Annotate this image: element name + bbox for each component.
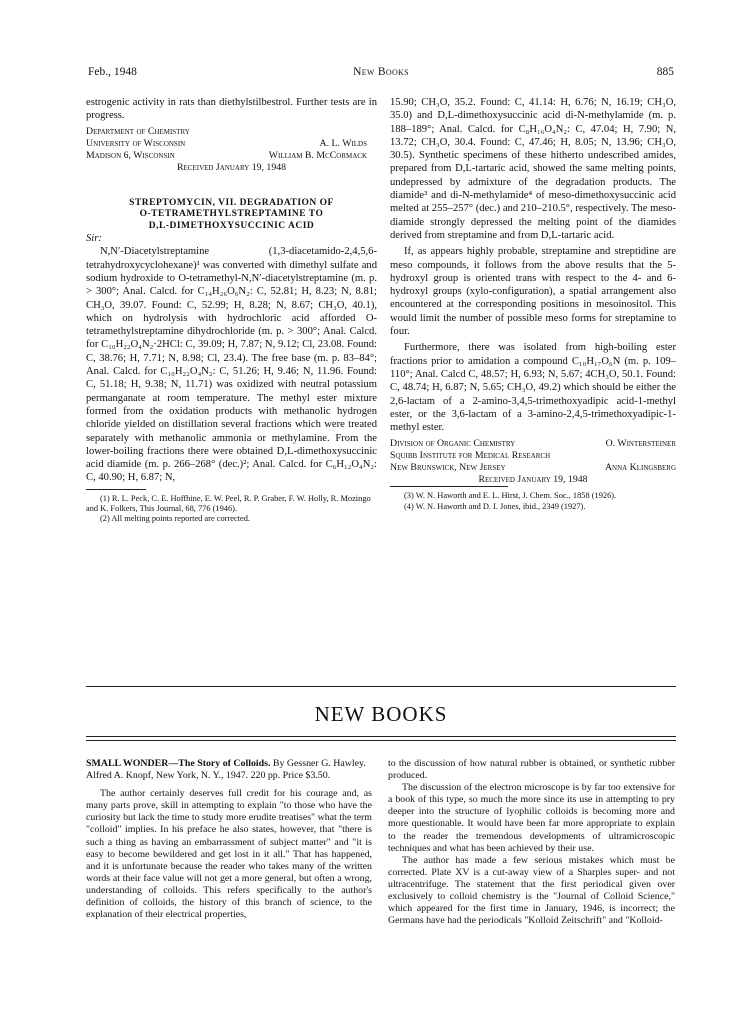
review-paragraph-4: The author has made a few serious mistakes which must be corrected. Plate XV is a cut-away view of a Sharples super- and not ultracentrifuge. The statement that the first periodical given over exclusively to colloid chemistry is the "Journal of Colloid Science," which appeared for the first time in January, 1946, is incorrect; the Germans have had the periodicals "Kolloid Zeitschrift" and "Kolloid- bbox=[388, 854, 675, 927]
affiliation-block bbox=[86, 126, 377, 174]
book-citation bbox=[86, 758, 372, 782]
right-paragraph-2: If, as appears highly probable, streptamine and streptidine are meso compounds, it follows from the above results that the 5-hydroxyl group is oriented trans with respect to the 4- and 6-hydroxyl groups (xylo-configuration), a spatial arrangement also encountered at the corresponding positions in mesoinositol. This would limit the number of possible meso forms for streptamine to four. bbox=[390, 246, 676, 338]
review-paragraph-3: The discussion of the electron microscope is by far too extensive for a book of this type, so much the more since its use in attempting to pry deeper into the structure of lyophilic colloids is becoming more and more questionable. It would have been far more appropriate to explain to the reader the tremendous developments of ultramicroscopic techniques and what has been achieved by their use. bbox=[388, 782, 675, 854]
affiliation-location: New Brunswick, New Jersey bbox=[390, 462, 506, 474]
right-paragraph-1: 15.90; CH₃O, 35.2. Found: C, 41.14: H, 6.76; N, 16.19; CH₃O, 35.0) and D,L-dimethoxysuccinic acid di-N-methylamide (m. p. 188–189°; Anal. Calcd. for C₈H₁₆O₄N₂: C, 47.04; H, 7.90; N, 13.72; CH₃O, 30.4. Found: C, 47.46; H, 8.05; N, 13.96; CH₃O, 30.5). Synthetic specimens of these hitherto undescribed amides, prepared from D,L-tartaric acid, showed the same melting points, undepressed by admixture of the degradation products. The diamide³ and di-N-methylamide⁴ of meso-dimethoxysuccinic acid melted at 255–257° (dec.) and 210–210.5°, respectively. The meso-diamide strongly depressed the melting point of the diamides derived from streptamine and from D,L-tartaric acid. bbox=[390, 97, 676, 241]
section-rule-bottom-2 bbox=[86, 740, 676, 741]
new-books-heading: NEW BOOKS bbox=[314, 702, 448, 726]
article-body: N,N′-Diacetylstreptamine (1,3-diacetamido-2,4,5,6-tetrahydroxycyclohexane)¹ was converted with dimethyl sulfate and sodium hydroxide to O-tetramethyl-N,N′-diacetylstreptamine (m. p. > 300°; Anal. Calcd. for C₁₄H₂₆O₆N₂: C, 52.81; H, 8.23; N, 8.81; CH₃O, 39.07. Found: C, 52.99; H, 8.28; N, 8.67; CH₃O, 40.1), which on hydrolysis with hydrochloric acid afforded O-tetramethylstreptamine dihydrochloride (m. p. > 300°; Anal. Calcd. for C₁₀H₂₂O₄N₂·2HCl: C, 39.09; H, 7.87; N, 9.12; Cl, 23.08. Found: C, 38.76; H, 7.71; N, 8.98; Cl, 23.4). The free base (m. p. 83–84°; Anal. Calcd. for C₁₀H₂₂O₄N₂: C, 51.26; H, 9.46; N, 11.96. Found: C, 51.18; H, 9.38; N, 11.71) was oxidized with neutral potassium permanganate at room temperature. The methyl ester mixture formed from the oxidation products with methanolic hydrogen chloride yielded on distillation several fractions which were treated separately with methanolic ammonia or methylamine. From the lower-boiling fractions there were obtained D,L-dimethoxysuccinic acid diamide (m. p. 266–268° (dec.)²; Anal. Calcd. for C₆H₁₂O₄N₂: C, 40.90; H, 6.87; N, bbox=[86, 246, 377, 484]
left-column bbox=[86, 96, 377, 524]
right-paragraph-3: Furthermore, there was isolated from high-boiling ester fractions prior to amidation a compound C₁₀H₁₇O₆N (m. p. 109–110°; Anal. Calcd C, 48.57; H, 6.93; N, 5.67; 4CH₃O, 50.1. Found: C, 48.74; H, 6.87; N, 5.65; CH₃O, 49.2) which should be either the 2,6-lactam of a 2-amino-3,4,5-trimethoxyadipic acid-1-methyl ester, or the 3,6-lactam of a 3-amino-2,4,5-trimethoxyadipic-1-methyl ester. bbox=[390, 342, 676, 434]
header-date: Feb., 1948 bbox=[88, 66, 137, 78]
signature-block bbox=[390, 438, 676, 486]
affiliation-institute: Squibb Institute for Medical Research bbox=[390, 450, 551, 462]
footnote-1: (1) R. L. Peck, C. E. Hoffhine, E. W. Peel, R. P. Graber, F. W. Holly, R. Mozingo and K. Folkers, This Journal, 68, 776 (1946). bbox=[86, 493, 371, 513]
running-header bbox=[88, 66, 674, 82]
book-title: SMALL WONDER—The Story of Colloids. bbox=[86, 758, 271, 769]
article-title-line-2: O-TETRAMETHYLSTREPTAMINE TO bbox=[139, 209, 324, 220]
header-section: New Books bbox=[353, 66, 409, 78]
page-number: 885 bbox=[656, 66, 674, 78]
footnote-4: (4) W. N. Haworth and D. I. Jones, ibid., 2349 (1927). bbox=[404, 501, 586, 511]
article-title bbox=[86, 198, 377, 233]
footnote-rule bbox=[86, 489, 146, 490]
footnote-rule-right bbox=[390, 486, 508, 487]
affiliation-dept: Department of Chemistry bbox=[86, 125, 190, 137]
review-right-column bbox=[388, 758, 675, 927]
affiliation-city: Madison 6, Wisconsin bbox=[86, 149, 175, 161]
book-details: By Gessner G. Hawley. Alfred A. Knopf, New York, N. Y., 1947. 220 pp. Price $3.50. bbox=[86, 758, 366, 782]
salutation: Sir: bbox=[86, 233, 102, 245]
affiliation-university: University of Wisconsin bbox=[86, 137, 186, 149]
section-rule-bottom-1 bbox=[86, 736, 676, 737]
review-paragraph-2: to the discussion of how natural rubber is obtained, or synthetic rubber produced. bbox=[388, 758, 675, 782]
review-paragraph-1: The author certainly deserves full credit for his courage and, as many parts prove, skill in attempting to explain "to those who have the curiosity but lack the time to study more erudite treatises" what the term "colloid" implies. In his preface he also states, however, that "there is such a thing as having an embarrassment of subject matter" and "it is easy to become bewildered and get lost in it all." That has happened, and it is unfortunate because the reader who takes many of the written words at their face value will not get a more general, but often a wrong, understanding of colloids. This refers specifically to the author's definition of colloids, the history of this branch of science, to the explanation of their electrical properties, bbox=[86, 788, 372, 921]
section-rule-top bbox=[86, 686, 676, 687]
author-wilds: A. L. Wilds bbox=[319, 137, 367, 149]
footnote-2: (2) All melting points reported are corrected. bbox=[100, 514, 250, 524]
affiliation-division: Division of Organic Chemistry bbox=[390, 438, 516, 450]
footnote-3: (3) W. N. Haworth and E. L. Hirst, J. Chem. Soc., 1858 (1926). bbox=[404, 491, 617, 501]
author-wintersteiner: O. Wintersteiner bbox=[605, 438, 676, 450]
intro-text: estrogenic activity in rats than diethylstilbestrol. Further tests are in progress. bbox=[86, 97, 377, 122]
article-title-line-3: D,L-DIMETHOXYSUCCINIC ACID bbox=[148, 220, 315, 231]
author-mccormack: William B. McCormack bbox=[268, 149, 367, 161]
right-column bbox=[390, 96, 676, 512]
article-title-line-1: STREPTOMYCIN, VII. DEGRADATION OF bbox=[129, 197, 334, 208]
author-klingsberg: Anna Klingsberg bbox=[604, 462, 676, 474]
received-date-right: Received January 19, 1948 bbox=[478, 474, 588, 486]
received-date: Received January 19, 1948 bbox=[176, 161, 287, 173]
review-left-column bbox=[86, 758, 372, 921]
